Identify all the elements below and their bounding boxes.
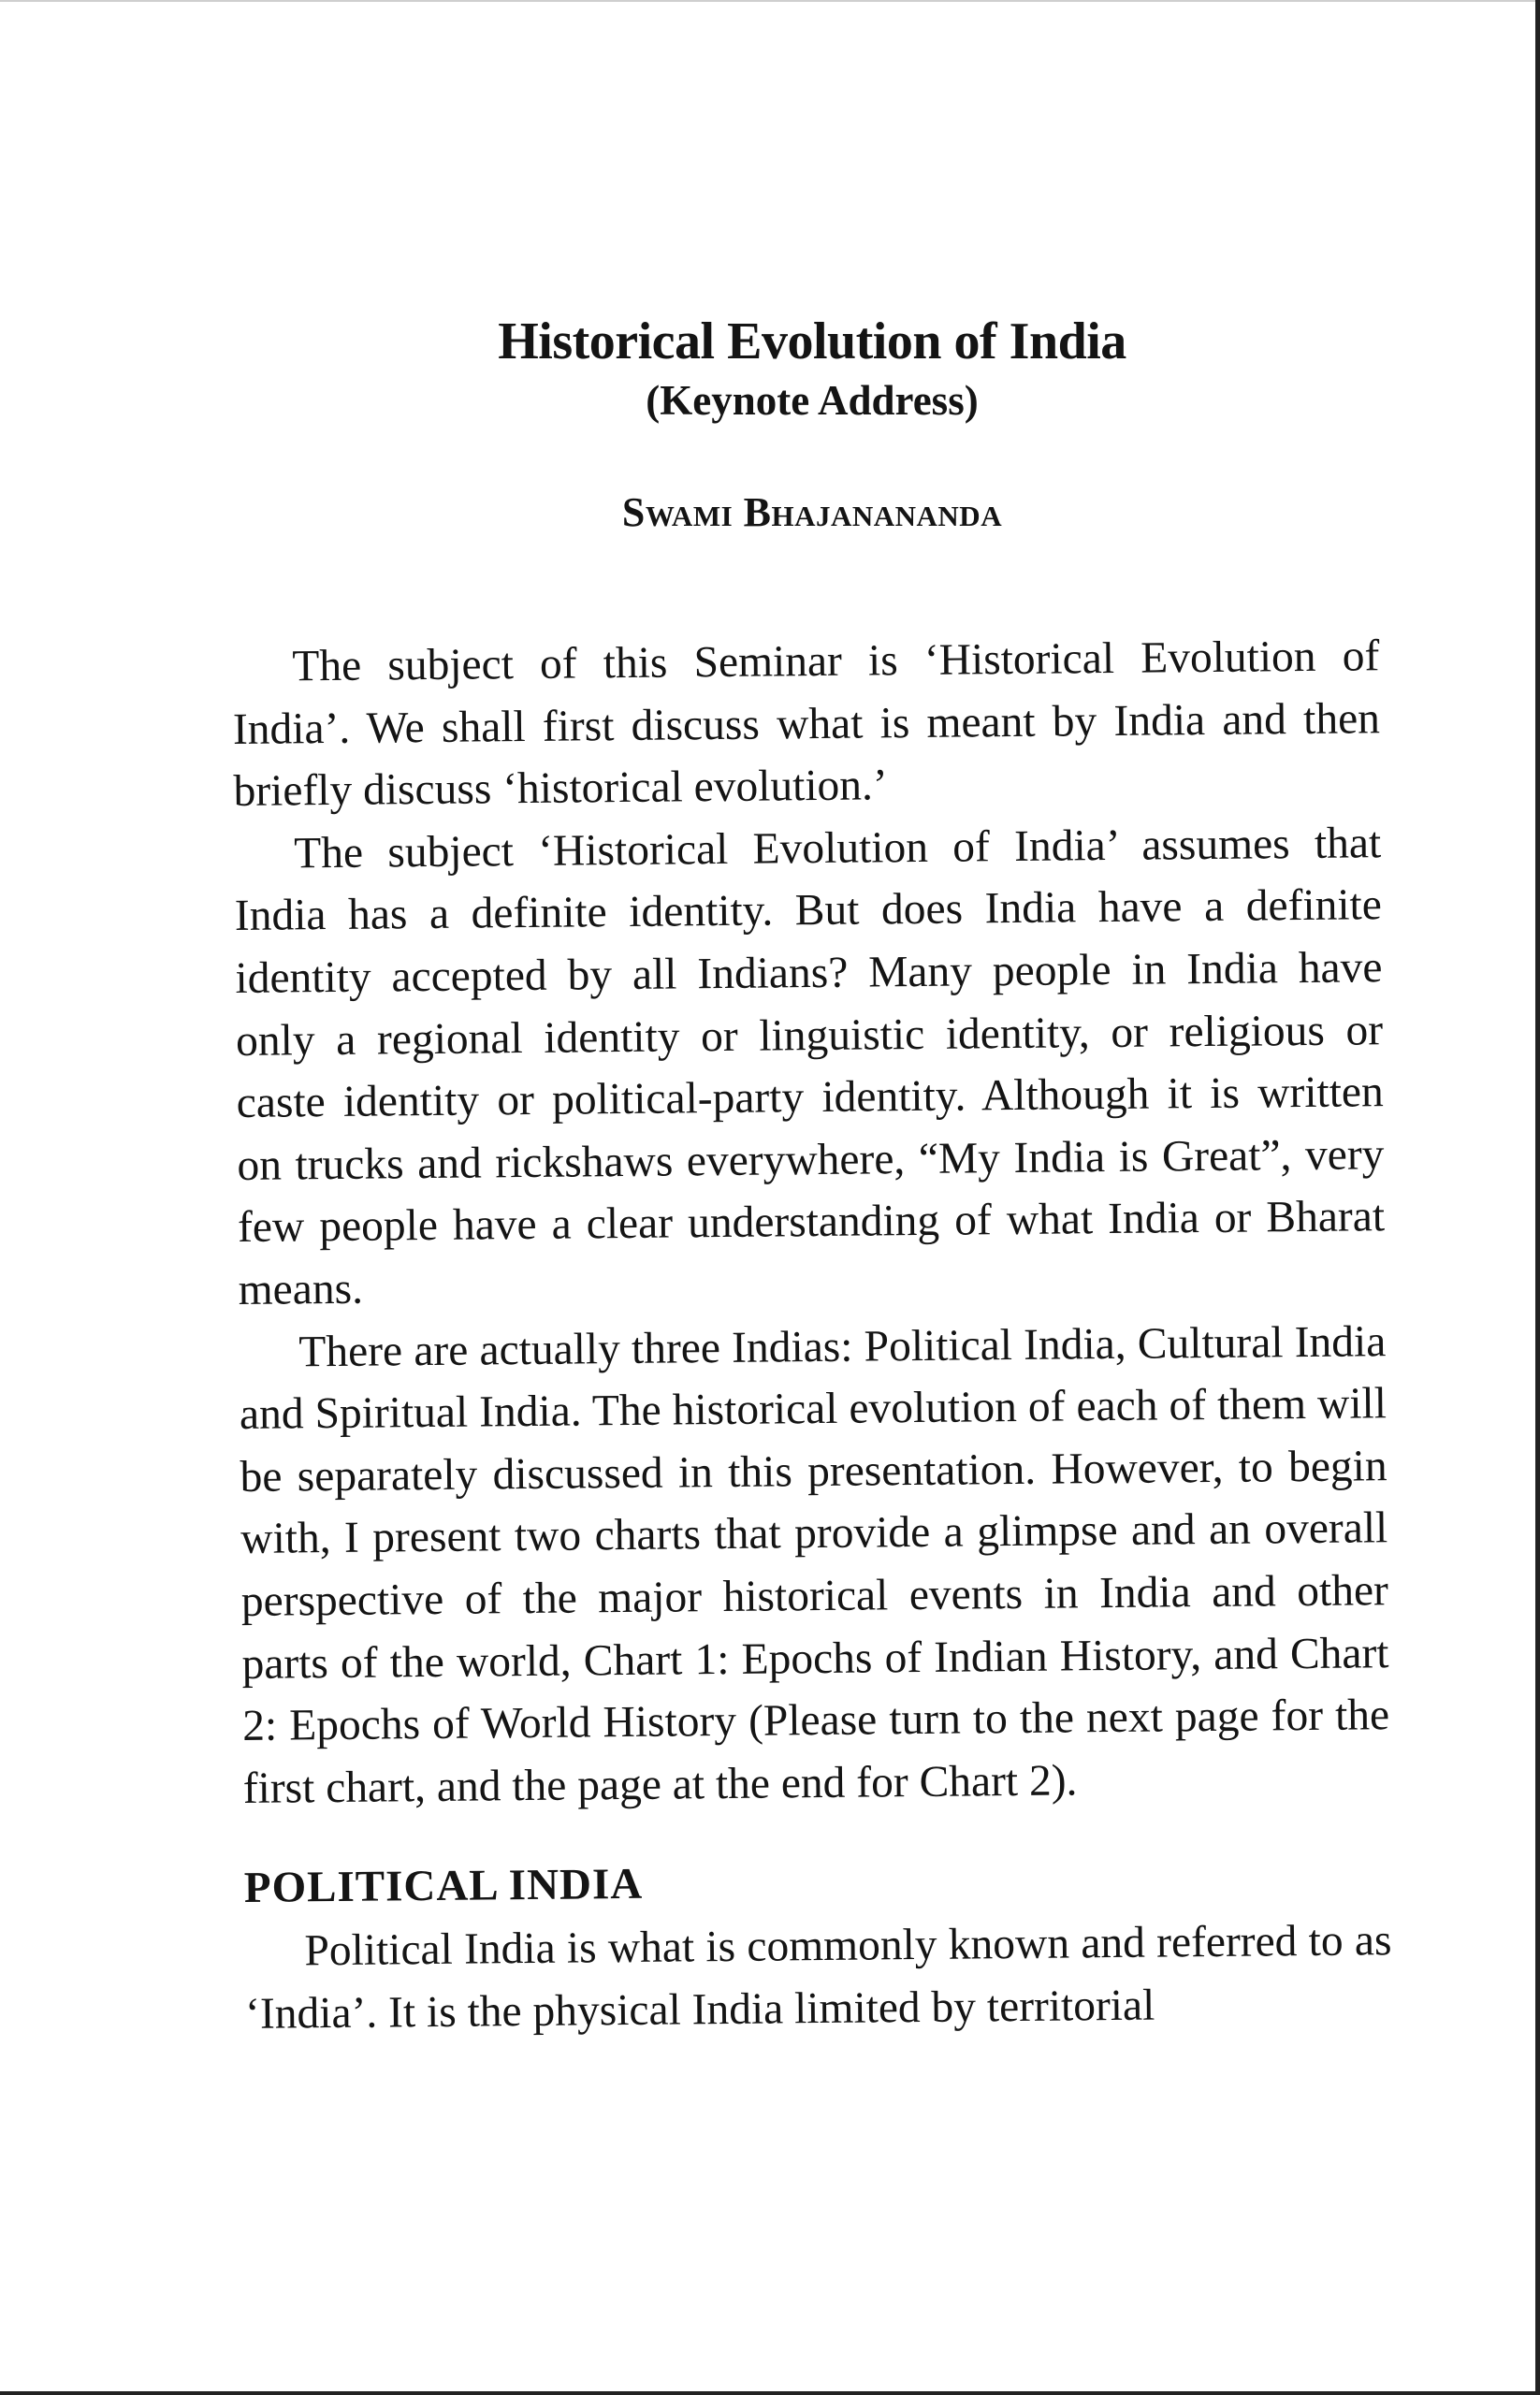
article-title: Historical Evolution of India bbox=[498, 312, 1126, 370]
page-top-edge bbox=[0, 0, 1540, 2]
section-paragraph: Political India is what is commonly known and referred to as ‘India’. It is the physical India limited by territorial bbox=[244, 1916, 1392, 2039]
paragraph-3: There are actually three Indias: Political India, Cultural India and Spiritual India. The historical evolution of each of them will be separately discussed in this presentation. However, to begin with, I present two charts that provide a glimpse and an overall perspective of the major historical events in India and other parts of the world, Chart 1: Epochs of Indian History, and Chart 2: Epochs of World History (Please turn to the next page for the first chart, and the page at the end for Chart 2). bbox=[239, 1316, 1390, 1813]
article-subtitle: (Keynote Address) bbox=[646, 377, 979, 424]
section-heading: POLITICAL INDIA bbox=[243, 1860, 644, 1913]
article-author: Swami Bhajanananda bbox=[621, 489, 1003, 535]
paragraph-2: The subject ‘Historical Evolution of India’ assumes that India has a definite identity. But does India have a definite identity accepted by all Indians? Many people in India have only a regional identity or linguistic identity, or religious or caste identity or political-party identity. Although it is written on trucks and rickshaws everywhere, “My India is Great”, very few people have a clear understanding of what India or Bharat means. bbox=[234, 819, 1386, 1314]
page-bottom-edge bbox=[0, 2391, 1540, 2395]
article-body bbox=[232, 625, 1392, 2045]
paragraph-1: The subject of this Seminar is ‘Historical Evolution of India’. We shall first discuss what is meant by India and then briefly discuss ‘historical evolution.’ bbox=[232, 631, 1381, 817]
